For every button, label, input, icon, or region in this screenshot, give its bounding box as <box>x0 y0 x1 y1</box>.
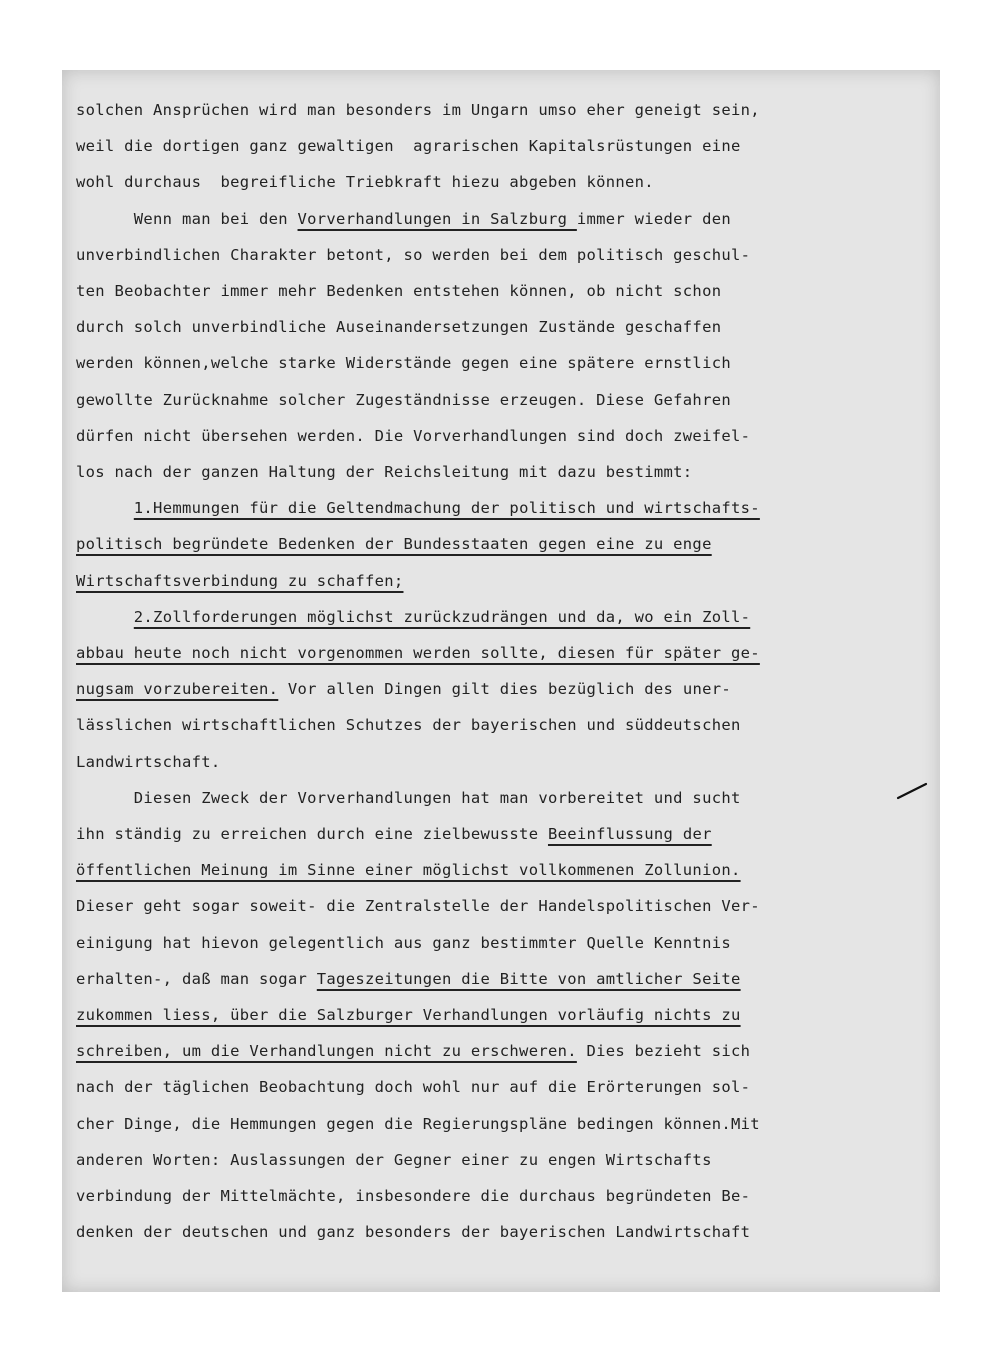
underlined-text: Beeinflussung der <box>547 825 712 843</box>
text-line <box>76 462 692 482</box>
text-segment: anderen Worten: Auslassungen der Gegner einer zu engen Wirtschafts <box>76 1150 712 1169</box>
text-line <box>76 752 220 772</box>
typewritten-page <box>62 70 940 1292</box>
text-segment: gewollte Zurücknahme solcher Zugeständnisse erzeugen. Diese Gefahren <box>76 390 731 409</box>
text-line <box>76 824 712 844</box>
text-segment: solchen Ansprüchen wird man besonders im Ungarn umso eher geneigt sein, <box>76 101 760 119</box>
text-segment: einigung hat hievon gelegentlich aus ganz bestimmter Quelle Kenntnis <box>76 933 731 952</box>
text-line <box>76 209 731 229</box>
handwritten-tick-mark <box>896 782 928 800</box>
text-segment: los nach der ganzen Haltung der Reichsleitung mit dazu bestimmt: <box>76 463 693 481</box>
text-segment: Diesen Zweck der Vorverhandlungen hat man vorbereitet und sucht <box>76 788 741 807</box>
text-line <box>76 426 750 446</box>
text-line <box>76 534 712 554</box>
text-line <box>76 1150 712 1170</box>
text-segment: Vor allen Dingen gilt dies bezüglich des uner- <box>278 680 731 699</box>
text-segment: weil die dortigen ganz gewaltigen agrarischen Kapitalsrüstungen eine <box>76 137 741 156</box>
text-segment: Wenn man bei den <box>76 209 298 228</box>
text-segment: immer wieder den <box>576 209 731 228</box>
text-segment: cher Dinge, die Hemmungen gegen die Regierungspläne bedingen können.Mit <box>76 1114 760 1133</box>
underlined-text: Wirtschaftsverbindung zu schaffen; <box>76 571 404 590</box>
text-line <box>76 1005 741 1025</box>
underlined-text: abbau heute noch nicht vorgenommen werden sollte, diesen für später ge- <box>76 644 760 662</box>
underlined-text: zukommen liess, über die Salzburger Verhandlungen vorläufig nichts zu <box>76 1006 741 1024</box>
text-segment: ten Beobachter immer mehr Bedenken entstehen können, ob nicht schon <box>76 282 722 300</box>
underlined-text: 1.Hemmungen für die Geltendmachung der politisch und wirtschafts- <box>133 499 760 518</box>
text-line <box>76 679 731 699</box>
underlined-text: Vorverhandlungen in Salzburg <box>297 209 577 228</box>
text-line <box>76 245 750 265</box>
text-line <box>76 100 760 120</box>
text-segment: werden können,welche starke Widerstände gegen eine spätere ernstlich <box>76 354 731 373</box>
underlined-text: politisch begründete Bedenken der Bundesstaaten gegen eine zu enge <box>76 535 712 554</box>
text-segment: ihn ständig zu erreichen durch eine zielbewusste <box>76 825 548 843</box>
text-line <box>76 571 403 591</box>
text-line <box>76 172 654 192</box>
text-segment: Dieser geht sogar soweit- die Zentralstelle der Handelspolitischen Ver- <box>76 897 760 916</box>
text-line <box>76 1041 750 1061</box>
text-segment: Dies bezieht sich <box>576 1042 751 1061</box>
text-line <box>76 607 750 627</box>
text-line <box>76 1222 750 1242</box>
text-segment: durch solch unverbindliche Auseinandersetzungen Zustände geschaffen <box>76 318 722 337</box>
text-line <box>76 896 760 916</box>
text-line <box>76 1077 750 1097</box>
text-segment: erhalten-, daß man sogar <box>76 969 317 988</box>
text-segment <box>76 608 134 626</box>
text-segment: nach der täglichen Beobachtung doch wohl nur auf die Erörterungen sol- <box>76 1078 751 1097</box>
text-line <box>76 498 760 518</box>
text-segment: lässlichen wirtschaftlichen Schutzes der bayerischen und süddeutschen <box>76 716 741 735</box>
text-line <box>76 1114 760 1134</box>
text-segment: verbindung der Mittelmächte, insbesondere die durchaus begründeten Be- <box>76 1187 751 1205</box>
text-segment: unverbindlichen Charakter betont, so werden bei dem politisch geschul- <box>76 245 751 264</box>
underlined-text: nugsam vorzubereiten. <box>76 680 279 699</box>
text-segment: dürfen nicht übersehen werden. Die Vorverhandlungen sind doch zweifel- <box>76 426 751 445</box>
text-segment: wohl durchaus begreifliche Triebkraft hiezu abgeben können. <box>76 173 654 192</box>
text-line <box>76 969 741 989</box>
text-line <box>76 281 721 301</box>
text-line <box>76 1186 750 1206</box>
text-segment <box>76 499 134 517</box>
text-line <box>76 933 731 953</box>
text-line <box>76 353 731 373</box>
text-line <box>76 317 721 337</box>
text-line <box>76 643 760 663</box>
text-segment: Landwirtschaft. <box>76 752 221 771</box>
text-line <box>76 788 741 808</box>
text-line <box>76 390 731 410</box>
underlined-text: schreiben, um die Verhandlungen nicht zu erschweren. <box>76 1042 577 1061</box>
text-line <box>76 715 741 735</box>
underlined-text: Tageszeitungen die Bitte von amtlicher Seite <box>316 969 741 988</box>
underlined-text: 2.Zollforderungen möglichst zurückzudrängen und da, wo ein Zoll- <box>133 607 751 626</box>
text-segment: denken der deutschen und ganz besonders der bayerischen Landwirtschaft <box>76 1223 751 1242</box>
text-line <box>76 136 741 156</box>
underlined-text: öffentlichen Meinung im Sinne einer möglichst vollkommenen Zollunion. <box>76 861 741 880</box>
text-line <box>76 860 741 880</box>
